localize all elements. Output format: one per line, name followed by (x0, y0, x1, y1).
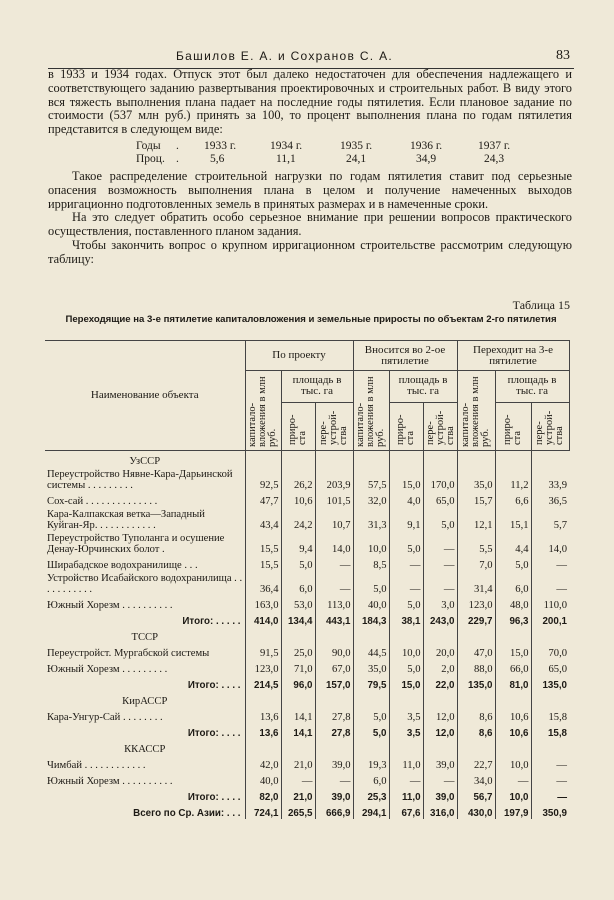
empty-cell (389, 627, 423, 643)
region-label: УзССР (129, 455, 161, 467)
value-cell: — (389, 771, 423, 787)
value-cell: 14,1 (281, 723, 315, 739)
value-cell: 10,0 (495, 755, 531, 771)
value-cell: 8,6 (457, 723, 495, 739)
year-1935: 1935 г. (340, 139, 373, 152)
empty-cell (457, 627, 495, 643)
years-dot: . (176, 139, 179, 152)
page-header (48, 46, 574, 69)
investment-table (45, 340, 570, 819)
total-row (45, 787, 569, 803)
page-number: 83 (556, 48, 570, 63)
empty-cell (495, 451, 531, 467)
value-cell: 10,0 (389, 643, 423, 659)
value-cell: 5,0 (423, 507, 457, 531)
value-cell: 123,0 (245, 659, 281, 675)
region-label: ТССР (131, 631, 158, 643)
value-cell: 414,0 (245, 611, 281, 627)
value-cell: 5,0 (389, 531, 423, 555)
value-cell: 90,0 (315, 643, 353, 659)
value-cell: 15,8 (531, 723, 569, 739)
value-cell: 6,0 (281, 571, 315, 595)
value-cell: 25,0 (281, 643, 315, 659)
object-name-cell: Кара-Унгур-Сай . . . . . . . . (47, 711, 163, 723)
value-cell: 66,0 (495, 659, 531, 675)
table-row (45, 491, 569, 507)
empty-cell (389, 739, 423, 755)
total-row (45, 611, 569, 627)
object-name-cell: Переустройство Туполанга и осушение Денау-Юрчинских болот . (47, 532, 225, 555)
percent-dot: . (176, 152, 179, 165)
rebuild-header-1: пере-устрой-ства (315, 402, 353, 450)
paragraph-4: Чтобы закончить вопрос о крупном ирригационном строительстве рассмотрим следующую таблицу: (48, 237, 572, 266)
object-name-cell: Переустройст. Мургабской системы (47, 647, 210, 659)
region-label: КирАССР (122, 695, 168, 707)
empty-cell (389, 691, 423, 707)
capital-header-3: капитало-вложения в млн руб. (457, 371, 495, 451)
value-cell: 170,0 (423, 467, 457, 491)
value-cell: 82,0 (245, 787, 281, 803)
value-cell: 12,1 (457, 507, 495, 531)
value-cell: — (423, 555, 457, 571)
value-cell: 3,5 (389, 707, 423, 723)
value-cell: 101,5 (315, 491, 353, 507)
growth-header-1: приро-ста (281, 402, 315, 450)
total-row (45, 675, 569, 691)
table-row (45, 755, 569, 771)
paragraph-3: На это следует обратить особо серьезное внимание при решении вопросов практического осуществления, поставленного планом задания. (48, 210, 572, 239)
value-cell: — (389, 555, 423, 571)
pct-1937: 24,3 (484, 152, 505, 165)
object-name-cell: Южный Хорезм . . . . . . . . . . (47, 599, 173, 611)
value-cell: 265,5 (281, 803, 315, 819)
value-cell: 25,3 (353, 787, 389, 803)
value-cell: 35,0 (353, 659, 389, 675)
empty-cell (457, 451, 495, 467)
value-cell: 11,2 (495, 467, 531, 491)
value-cell: 56,7 (457, 787, 495, 803)
empty-cell (245, 451, 281, 467)
value-cell: 5,0 (495, 555, 531, 571)
value-cell: 2,0 (423, 659, 457, 675)
value-cell: 33,9 (531, 467, 569, 491)
object-name-cell: Итого: . . . . . (182, 615, 241, 627)
object-name-cell: Чимбай . . . . . . . . . . . . (47, 759, 146, 771)
body-text (48, 68, 572, 267)
value-cell: — (495, 771, 531, 787)
table-row (45, 507, 569, 531)
year-1936: 1936 г. (410, 139, 443, 152)
object-header: Наименование объекта (45, 341, 245, 451)
value-cell: 15,7 (457, 491, 495, 507)
value-cell: 79,5 (353, 675, 389, 691)
empty-cell (245, 627, 281, 643)
value-cell: 96,3 (495, 611, 531, 627)
empty-cell (423, 739, 457, 755)
value-cell: 42,0 (245, 755, 281, 771)
value-cell: 36,4 (245, 571, 281, 595)
value-cell: 53,0 (281, 595, 315, 611)
value-cell: 8,6 (457, 707, 495, 723)
value-cell: 96,0 (281, 675, 315, 691)
value-cell: 88,0 (457, 659, 495, 675)
value-cell: 11,0 (389, 755, 423, 771)
empty-cell (531, 451, 569, 467)
value-cell: 5,7 (531, 507, 569, 531)
value-cell: 14,0 (531, 531, 569, 555)
value-cell: 27,8 (315, 707, 353, 723)
value-cell: 70,0 (531, 643, 569, 659)
region-row (45, 691, 569, 707)
value-cell: 15,0 (389, 467, 423, 491)
year-1934: 1934 г. (270, 139, 303, 152)
value-cell: 157,0 (315, 675, 353, 691)
value-cell: — (315, 555, 353, 571)
empty-cell (423, 627, 457, 643)
object-name-cell: Всего по Ср. Азии: . . . (133, 807, 241, 819)
pct-1934: 11,1 (276, 152, 296, 165)
value-cell: 12,0 (423, 707, 457, 723)
value-cell: 3,0 (423, 595, 457, 611)
empty-cell (245, 739, 281, 755)
value-cell: 47,7 (245, 491, 281, 507)
region-row (45, 627, 569, 643)
table-body (45, 451, 569, 819)
value-cell: 12,0 (423, 723, 457, 739)
value-cell: 3,5 (389, 723, 423, 739)
group-by-project-header: По проекту (245, 341, 353, 371)
object-name-cell: Итого: . . . . (187, 791, 241, 803)
value-cell: — (423, 531, 457, 555)
value-cell: 10,7 (315, 507, 353, 531)
empty-cell (353, 627, 389, 643)
value-cell: 38,1 (389, 611, 423, 627)
empty-cell (353, 451, 389, 467)
total-row (45, 723, 569, 739)
value-cell: 40,0 (245, 771, 281, 787)
empty-cell (315, 451, 353, 467)
value-cell: 110,0 (531, 595, 569, 611)
value-cell: 44,5 (353, 643, 389, 659)
value-cell: 15,0 (389, 675, 423, 691)
region-label: ККАССР (124, 743, 166, 755)
empty-cell (495, 627, 531, 643)
value-cell: 21,0 (281, 787, 315, 803)
value-cell: 5,0 (389, 595, 423, 611)
object-name-cell: Сох-сай . . . . . . . . . . . . . . (47, 495, 158, 507)
value-cell: 43,4 (245, 507, 281, 531)
value-cell: 22,7 (457, 755, 495, 771)
table-header (45, 341, 569, 451)
empty-cell (457, 691, 495, 707)
value-cell: 243,0 (423, 611, 457, 627)
rebuild-header-2: пере-устрой-ства (423, 402, 457, 450)
value-cell: 26,2 (281, 467, 315, 491)
value-cell: 36,5 (531, 491, 569, 507)
value-cell: 7,0 (457, 555, 495, 571)
value-cell: 9,4 (281, 531, 315, 555)
year-1933: 1933 г. (204, 139, 237, 152)
value-cell: 48,0 (495, 595, 531, 611)
value-cell: — (531, 755, 569, 771)
value-cell: 39,0 (315, 787, 353, 803)
region-row (45, 739, 569, 755)
value-cell: 81,0 (495, 675, 531, 691)
value-cell: 5,0 (389, 659, 423, 675)
pct-1936: 34,9 (416, 152, 437, 165)
value-cell: 5,0 (353, 707, 389, 723)
value-cell: 15,5 (245, 555, 281, 571)
region-row (45, 451, 569, 467)
value-cell: 11,0 (389, 787, 423, 803)
table-title: Переходящие на 3-е пятилетие капиталовложения и земельные приросты по объектам 2-го пятилетия (65, 314, 557, 325)
empty-cell (281, 691, 315, 707)
value-cell: 666,9 (315, 803, 353, 819)
value-cell: 31,4 (457, 571, 495, 595)
growth-header-2: приро-ста (389, 402, 423, 450)
table-row (45, 643, 569, 659)
value-cell: 203,9 (315, 467, 353, 491)
value-cell: 135,0 (457, 675, 495, 691)
empty-cell (281, 627, 315, 643)
value-cell: — (315, 571, 353, 595)
value-cell: 15,0 (495, 643, 531, 659)
value-cell: 123,0 (457, 595, 495, 611)
empty-cell (423, 451, 457, 467)
value-cell: 15,5 (245, 531, 281, 555)
value-cell: 113,0 (315, 595, 353, 611)
value-cell: 65,0 (531, 659, 569, 675)
value-cell: 200,1 (531, 611, 569, 627)
table-row (45, 771, 569, 787)
empty-cell (245, 691, 281, 707)
value-cell: 24,2 (281, 507, 315, 531)
value-cell: 4,4 (495, 531, 531, 555)
value-cell: 27,8 (315, 723, 353, 739)
yearly-percent-table (48, 140, 572, 168)
table-row (45, 555, 569, 571)
rebuild-header-3: пере-устрой-ства (531, 402, 569, 450)
table-row (45, 467, 569, 491)
value-cell: 316,0 (423, 803, 457, 819)
value-cell: 229,7 (457, 611, 495, 627)
value-cell: 4,0 (389, 491, 423, 507)
value-cell: 5,5 (457, 531, 495, 555)
value-cell: 350,9 (531, 803, 569, 819)
empty-cell (281, 451, 315, 467)
value-cell: 91,5 (245, 643, 281, 659)
table-row (45, 531, 569, 555)
running-title: Башилов Е. А. и Сохранов С. А. (176, 49, 394, 63)
value-cell: 92,5 (245, 467, 281, 491)
value-cell: 22,0 (423, 675, 457, 691)
capital-header-2: капитало-вложения в млн руб. (353, 371, 389, 451)
empty-cell (389, 451, 423, 467)
value-cell: 10,6 (495, 723, 531, 739)
value-cell: 214,5 (245, 675, 281, 691)
empty-cell (281, 739, 315, 755)
value-cell: 15,8 (531, 707, 569, 723)
value-cell: 135,0 (531, 675, 569, 691)
empty-cell (353, 691, 389, 707)
table-row (45, 595, 569, 611)
table-row (45, 707, 569, 723)
value-cell: — (531, 571, 569, 595)
table-number: Таблица 15 (512, 298, 570, 312)
value-cell: 21,0 (281, 755, 315, 771)
empty-cell (495, 691, 531, 707)
object-name-cell: Кара-Калпакская ветка—Западный Куйган-Яр. . . . . . . . . . . . (47, 508, 205, 531)
value-cell: 5,0 (353, 723, 389, 739)
value-cell: 67,6 (389, 803, 423, 819)
value-cell: 14,0 (315, 531, 353, 555)
value-cell: 35,0 (457, 467, 495, 491)
value-cell: 134,4 (281, 611, 315, 627)
value-cell: 6,6 (495, 491, 531, 507)
paragraph-2: Такое распределение строительной нагрузки по годам пятилетия ставит под серьезные опасения возможность выполнения плана в целом и получение намеченных выходов ирригационно подготовленных земель в принятых размерах и в намеченные сроки. (48, 168, 572, 211)
value-cell: 163,0 (245, 595, 281, 611)
value-cell: 13,6 (245, 707, 281, 723)
empty-cell (353, 739, 389, 755)
object-name-cell: Переустройство Нявне-Кара-Дарьинской системы . . . . . . . . . (47, 468, 233, 491)
object-name-cell: Ширабадское водохранилище . . . (47, 559, 198, 571)
object-name-cell: Южный Хорезм . . . . . . . . . (47, 663, 168, 675)
value-cell: 71,0 (281, 659, 315, 675)
area-header-2: площадь в тыс. га (389, 371, 457, 403)
value-cell: 20,0 (423, 643, 457, 659)
value-cell: 32,0 (353, 491, 389, 507)
group-second-plan-header: Вносится во 2-ое пятилетие (353, 341, 457, 371)
value-cell: 67,0 (315, 659, 353, 675)
empty-cell (315, 691, 353, 707)
table-row (45, 571, 569, 595)
object-name-cell: Итого: . . . . (187, 679, 241, 691)
object-name-cell: Южный Хорезм . . . . . . . . . . (47, 775, 173, 787)
grand-total-row (45, 803, 569, 819)
value-cell: 15,1 (495, 507, 531, 531)
pct-1935: 24,1 (346, 152, 367, 165)
value-cell: — (315, 771, 353, 787)
value-cell: 294,1 (353, 803, 389, 819)
year-1937: 1937 г. (478, 139, 511, 152)
capital-header-1: капитало-вложения в млн руб. (245, 371, 281, 451)
empty-cell (495, 739, 531, 755)
value-cell: 31,3 (353, 507, 389, 531)
value-cell: 10,6 (495, 707, 531, 723)
empty-cell (315, 627, 353, 643)
value-cell: 39,0 (423, 755, 457, 771)
value-cell: — (389, 571, 423, 595)
value-cell: 39,0 (315, 755, 353, 771)
area-header-1: площадь в тыс. га (281, 371, 353, 403)
paragraph-1: в 1933 и 1934 годах. Отпуск этот был далеко недостаточен для обеспечения надлежащего и соответствующего заданию развертывания проектировочных и строительных работ. В виду этого вся тяжесть выполнения плана падает на последние годы пятилетия. Если плановое задание по стоимости (537 млн руб.) принять за 100, то процент выполнения плана по годам пятилетия представится в следующем виде: (48, 67, 572, 137)
value-cell: — (531, 771, 569, 787)
value-cell: 9,1 (389, 507, 423, 531)
value-cell: 47,0 (457, 643, 495, 659)
value-cell: 184,3 (353, 611, 389, 627)
empty-cell (423, 691, 457, 707)
value-cell: 197,9 (495, 803, 531, 819)
object-name-cell: Устройство Исабайского водохранилища . . . . . . . . . . . (47, 572, 243, 595)
value-cell: — (423, 571, 457, 595)
growth-header-3: приро-ста (495, 402, 531, 450)
percent-label: Проц. (136, 152, 165, 165)
value-cell: 65,0 (423, 491, 457, 507)
value-cell: 6,0 (495, 571, 531, 595)
table-row (45, 659, 569, 675)
value-cell: 443,1 (315, 611, 353, 627)
value-cell: 6,0 (353, 771, 389, 787)
value-cell: 39,0 (423, 787, 457, 803)
value-cell: 19,3 (353, 755, 389, 771)
value-cell: 5,0 (353, 571, 389, 595)
area-header-3: площадь в тыс. га (495, 371, 569, 403)
empty-cell (315, 739, 353, 755)
value-cell: 430,0 (457, 803, 495, 819)
empty-cell (531, 627, 569, 643)
value-cell: 14,1 (281, 707, 315, 723)
value-cell: 10,0 (353, 531, 389, 555)
value-cell: — (531, 555, 569, 571)
value-cell: 10,6 (281, 491, 315, 507)
years-label: Годы (136, 139, 161, 152)
pct-1933: 5,6 (210, 152, 225, 165)
value-cell: — (281, 771, 315, 787)
group-third-plan-header: Переходит на 3-е пятилетие (457, 341, 569, 371)
empty-cell (531, 691, 569, 707)
value-cell: 40,0 (353, 595, 389, 611)
value-cell: 34,0 (457, 771, 495, 787)
value-cell: 13,6 (245, 723, 281, 739)
object-name-cell: Итого: . . . . (187, 727, 241, 739)
value-cell: 724,1 (245, 803, 281, 819)
value-cell: 10,0 (495, 787, 531, 803)
value-cell: 5,0 (281, 555, 315, 571)
value-cell: — (423, 771, 457, 787)
empty-cell (531, 739, 569, 755)
value-cell: 8,5 (353, 555, 389, 571)
value-cell: 57,5 (353, 467, 389, 491)
empty-cell (457, 739, 495, 755)
value-cell: — (531, 787, 569, 803)
